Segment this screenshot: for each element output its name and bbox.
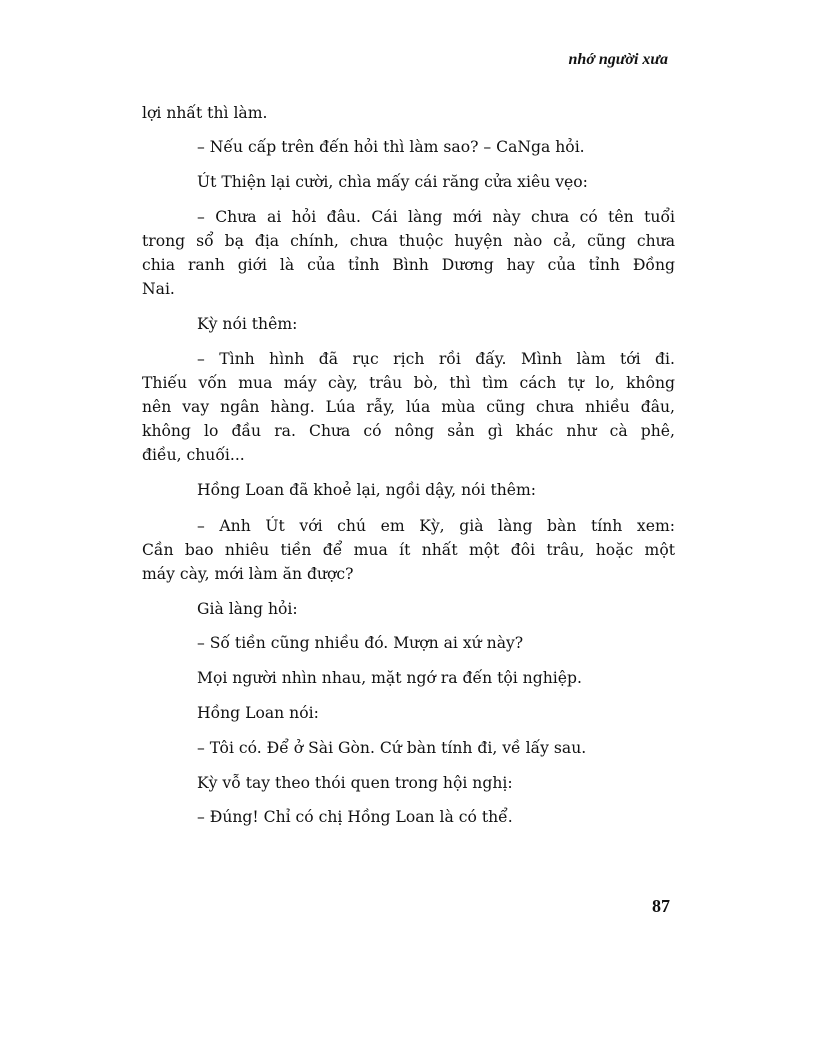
text-line: – Tôi có. Để ở Sài Gòn. Cứ bàn tính đi, về lấy sau. — [197, 739, 587, 757]
text-line: – Chưa ai hỏi đâu. Cái làng mới này chưa có tên tuổi — [197, 208, 675, 226]
text-line: Hồng Loan nói: — [197, 704, 319, 722]
running-header: nhớ người xưa — [568, 51, 668, 68]
text-line: nên vay ngân hàng. Lúa rẫy, lúa mùa cũng chưa nhiều đâu, — [142, 398, 675, 416]
text-line: – Số tiền cũng nhiều đó. Mượn ai xứ này? — [197, 634, 524, 652]
text-line: – Đúng! Chỉ có chị Hồng Loan là có thể. — [197, 808, 513, 826]
text-line: – Anh Út với chú em Kỳ, già làng bàn tính xem: — [197, 517, 675, 535]
text-line: Mọi người nhìn nhau, mặt ngớ ra đến tội nghiệp. — [197, 669, 582, 687]
text-line: – Nếu cấp trên đến hỏi thì làm sao? – CaNga hỏi. — [197, 138, 585, 156]
text-line: lợi nhất thì làm. — [142, 104, 268, 122]
text-line: Thiếu vốn mua máy cày, trâu bò, thì tìm cách tự lo, không — [142, 374, 675, 392]
text-line: Kỳ vỗ tay theo thói quen trong hội nghị: — [197, 774, 513, 792]
text-line: Già làng hỏi: — [197, 600, 298, 618]
text-line: Kỳ nói thêm: — [197, 315, 298, 333]
text-line: không lo đầu ra. Chưa có nông sản gì khác như cà phê, — [142, 422, 675, 440]
text-line: máy cày, mới làm ăn được? — [142, 565, 354, 583]
text-line: Hồng Loan đã khoẻ lại, ngồi dậy, nói thêm: — [197, 481, 537, 499]
text-line: chia ranh giới là của tỉnh Bình Dương hay của tỉnh Đồng — [142, 256, 675, 274]
text-line: điều, chuối... — [142, 446, 245, 464]
text-line: trong sổ bạ địa chính, chưa thuộc huyện nào cả, cũng chưa — [142, 232, 675, 250]
text-line: – Tình hình đã rục rịch rồi đấy. Mình làm tới đi. — [197, 350, 675, 368]
text-line: Út Thiện lại cười, chìa mấy cái răng cửa xiêu vẹo: — [197, 173, 588, 191]
text-line: Cần bao nhiêu tiền để mua ít nhất một đôi trâu, hoặc một — [142, 541, 675, 559]
page-number: 87 — [652, 896, 670, 916]
text-line: Nai. — [142, 280, 175, 298]
